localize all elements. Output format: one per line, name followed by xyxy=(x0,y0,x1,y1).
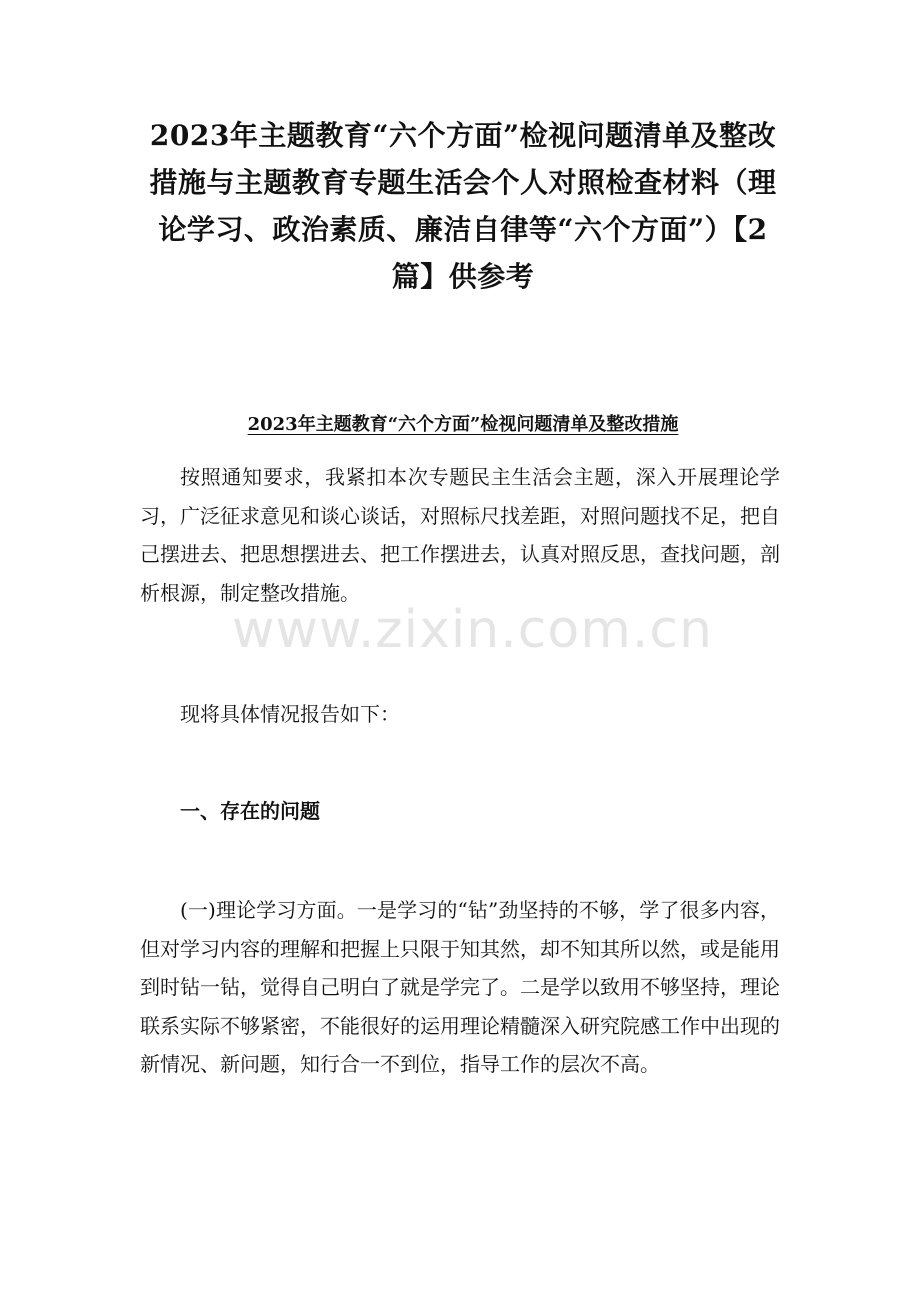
document-title: 2023年主题教育“六个方面”检视问题清单及整改措施与主题教育专题生活会个人对照检查材料（理论学习、政治素质、廉洁自律等“六个方面”）【2篇】供参考 xyxy=(149,119,777,293)
section-title-text: 2023年主题教育“六个方面”检视问题清单及整改措施 xyxy=(247,414,679,435)
problems-heading: 一、存在的问题 xyxy=(180,799,320,823)
watermark: www.zixin.com.cn xyxy=(232,600,713,660)
section-title xyxy=(138,409,788,441)
theory-study-paragraph: (一)理论学习方面。一是学习的“钻”劲坚持的不够，学了很多内容，但对学习内容的理解和把握上只限于知其然，却不知其所以然，或是能用到时钻一钻，觉得自己明白了就是学完了。二是学以致用不够坚持，理论联系实际不够紧密，不能很好的运用理论精髓深入研究院感工作中出现的新情况、新问题，知行合一不到位，指导工作的层次不高。 xyxy=(140,898,780,1076)
report-lead-paragraph: 现将具体情况报告如下： xyxy=(180,702,400,726)
intro-paragraph: 按照通知要求，我紧扣本次专题民主生活会主题，深入开展理论学习，广泛征求意见和谈心谈话，对照标尺找差距，对照问题找不足，把自己摆进去、把思想摆进去、把工作摆进去，认真对照反思，查找问题，剖析根源，制定整改措施。 xyxy=(140,465,780,605)
